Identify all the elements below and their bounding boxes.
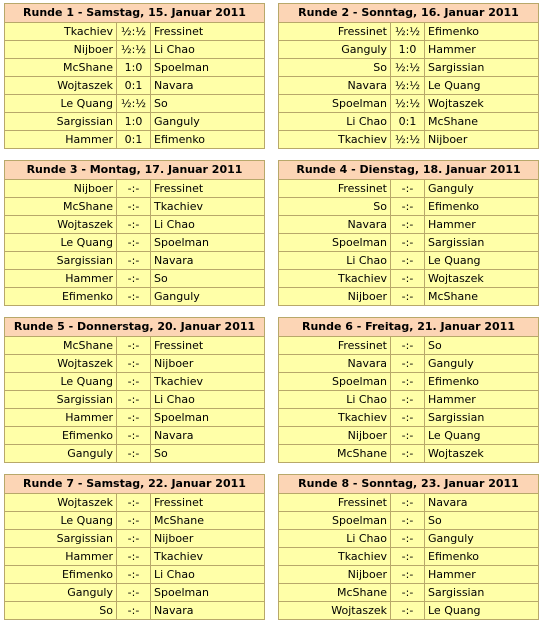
black-player: Sargissian xyxy=(425,409,539,427)
white-player: McShane xyxy=(279,584,391,602)
game-row xyxy=(5,234,265,252)
white-player: Li Chao xyxy=(279,113,391,131)
white-player: McShane xyxy=(5,198,117,216)
game-result: -:- xyxy=(391,216,425,234)
round-title: Runde 2 - Sonntag, 16. Januar 2011 xyxy=(279,4,539,23)
black-player: Ganguly xyxy=(151,113,265,131)
black-player: McShane xyxy=(425,113,539,131)
white-player: Tkachiev xyxy=(279,131,391,149)
white-player: Wojtaszek xyxy=(5,494,117,512)
game-row xyxy=(279,270,539,288)
game-result: -:- xyxy=(117,288,151,306)
black-player: Tkachiev xyxy=(151,548,265,566)
white-player: Spoelman xyxy=(279,234,391,252)
black-player: Le Quang xyxy=(425,602,539,620)
game-result: -:- xyxy=(391,288,425,306)
black-player: So xyxy=(151,445,265,463)
white-player: Wojtaszek xyxy=(5,355,117,373)
white-player: McShane xyxy=(5,59,117,77)
game-row xyxy=(279,216,539,234)
game-result: 1:0 xyxy=(117,59,151,77)
black-player: Li Chao xyxy=(151,391,265,409)
game-row xyxy=(279,77,539,95)
game-result: ½:½ xyxy=(391,23,425,41)
game-result: -:- xyxy=(117,566,151,584)
black-player: Efimenko xyxy=(151,131,265,149)
white-player: Hammer xyxy=(5,270,117,288)
game-result: -:- xyxy=(391,180,425,198)
game-row xyxy=(5,566,265,584)
black-player: Ganguly xyxy=(425,180,539,198)
game-result: -:- xyxy=(117,391,151,409)
black-player: Li Chao xyxy=(151,566,265,584)
game-result: -:- xyxy=(117,234,151,252)
white-player: Hammer xyxy=(5,131,117,149)
game-result: ½:½ xyxy=(391,131,425,149)
game-result: -:- xyxy=(117,373,151,391)
black-player: So xyxy=(151,270,265,288)
game-result: -:- xyxy=(117,180,151,198)
white-player: Fressinet xyxy=(279,494,391,512)
white-player: Sargissian xyxy=(5,530,117,548)
round-header-row xyxy=(279,4,539,23)
black-player: McShane xyxy=(151,512,265,530)
white-player: Sargissian xyxy=(5,391,117,409)
round-header-row xyxy=(279,318,539,337)
game-row xyxy=(279,198,539,216)
game-result: -:- xyxy=(391,494,425,512)
game-result: ½:½ xyxy=(117,41,151,59)
white-player: Wojtaszek xyxy=(5,77,117,95)
game-result: -:- xyxy=(391,234,425,252)
round-title: Runde 8 - Sonntag, 23. Januar 2011 xyxy=(279,475,539,494)
game-row xyxy=(5,355,265,373)
game-row xyxy=(5,59,265,77)
game-result: 1:0 xyxy=(117,113,151,131)
black-player: Ganguly xyxy=(425,355,539,373)
white-player: Efimenko xyxy=(5,427,117,445)
game-row xyxy=(5,180,265,198)
black-player: Sargissian xyxy=(425,234,539,252)
white-player: Nijboer xyxy=(279,566,391,584)
game-row xyxy=(279,113,539,131)
game-result: ½:½ xyxy=(391,77,425,95)
black-player: Wojtaszek xyxy=(425,445,539,463)
game-row xyxy=(279,494,539,512)
black-player: Navara xyxy=(151,427,265,445)
white-player: Le Quang xyxy=(5,373,117,391)
game-result: -:- xyxy=(117,427,151,445)
white-player: Tkachiev xyxy=(279,548,391,566)
game-result: -:- xyxy=(391,445,425,463)
game-result: -:- xyxy=(391,427,425,445)
black-player: Navara xyxy=(425,494,539,512)
game-row xyxy=(279,512,539,530)
round-header-row xyxy=(279,475,539,494)
white-player: Tkachiev xyxy=(5,23,117,41)
game-result: 0:1 xyxy=(117,131,151,149)
black-player: Le Quang xyxy=(425,427,539,445)
black-player: Efimenko xyxy=(425,548,539,566)
white-player: Nijboer xyxy=(5,41,117,59)
black-player: McShane xyxy=(425,288,539,306)
white-player: Tkachiev xyxy=(279,409,391,427)
white-player: Nijboer xyxy=(279,288,391,306)
game-result: -:- xyxy=(117,409,151,427)
white-player: McShane xyxy=(5,337,117,355)
white-player: Le Quang xyxy=(5,512,117,530)
game-row xyxy=(5,391,265,409)
black-player: Fressinet xyxy=(151,494,265,512)
game-result: -:- xyxy=(117,548,151,566)
round-header-row xyxy=(279,161,539,180)
white-player: Le Quang xyxy=(5,95,117,113)
white-player: So xyxy=(279,198,391,216)
game-result: -:- xyxy=(117,270,151,288)
black-player: Spoelman xyxy=(151,234,265,252)
game-result: -:- xyxy=(391,602,425,620)
game-row xyxy=(279,95,539,113)
round-1-table xyxy=(4,3,265,149)
game-result: -:- xyxy=(117,494,151,512)
black-player: Nijboer xyxy=(425,131,539,149)
round-header-row xyxy=(5,4,265,23)
game-result: -:- xyxy=(117,337,151,355)
white-player: Efimenko xyxy=(5,288,117,306)
round-2-table xyxy=(278,3,539,149)
game-row xyxy=(279,41,539,59)
black-player: Le Quang xyxy=(425,252,539,270)
game-result: -:- xyxy=(117,584,151,602)
white-player: Fressinet xyxy=(279,337,391,355)
black-player: So xyxy=(151,95,265,113)
round-header-row xyxy=(5,475,265,494)
game-result: -:- xyxy=(391,198,425,216)
black-player: Fressinet xyxy=(151,23,265,41)
black-player: Sargissian xyxy=(425,59,539,77)
white-player: So xyxy=(5,602,117,620)
game-result: -:- xyxy=(391,355,425,373)
game-row xyxy=(5,337,265,355)
black-player: Hammer xyxy=(425,216,539,234)
black-player: Hammer xyxy=(425,566,539,584)
black-player: Li Chao xyxy=(151,216,265,234)
game-result: -:- xyxy=(391,530,425,548)
white-player: Spoelman xyxy=(279,512,391,530)
round-4-table xyxy=(278,160,539,306)
round-header-row xyxy=(5,318,265,337)
white-player: Nijboer xyxy=(279,427,391,445)
round-5-table xyxy=(4,317,265,463)
game-row xyxy=(279,23,539,41)
round-6-table xyxy=(278,317,539,463)
black-player: Nijboer xyxy=(151,530,265,548)
black-player: Ganguly xyxy=(425,530,539,548)
game-result: ½:½ xyxy=(117,23,151,41)
black-player: Navara xyxy=(151,602,265,620)
game-result: -:- xyxy=(117,216,151,234)
game-row xyxy=(5,530,265,548)
game-row xyxy=(5,512,265,530)
black-player: Tkachiev xyxy=(151,373,265,391)
white-player: Navara xyxy=(279,216,391,234)
game-row xyxy=(279,391,539,409)
black-player: Hammer xyxy=(425,41,539,59)
white-player: Navara xyxy=(279,77,391,95)
white-player: Navara xyxy=(279,355,391,373)
black-player: Spoelman xyxy=(151,59,265,77)
game-row xyxy=(5,584,265,602)
game-result: -:- xyxy=(391,512,425,530)
game-result: ½:½ xyxy=(391,95,425,113)
white-player: Wojtaszek xyxy=(5,216,117,234)
game-row xyxy=(5,113,265,131)
white-player: Fressinet xyxy=(279,23,391,41)
white-player: Ganguly xyxy=(5,584,117,602)
game-row xyxy=(5,77,265,95)
white-player: Ganguly xyxy=(5,445,117,463)
game-result: -:- xyxy=(117,602,151,620)
white-player: Spoelman xyxy=(279,373,391,391)
game-row xyxy=(279,288,539,306)
round-8-table xyxy=(278,474,539,620)
black-player: Hammer xyxy=(425,391,539,409)
round-title: Runde 6 - Freitag, 21. Januar 2011 xyxy=(279,318,539,337)
game-result: -:- xyxy=(117,198,151,216)
black-player: Li Chao xyxy=(151,41,265,59)
black-player: So xyxy=(425,512,539,530)
black-player: Le Quang xyxy=(425,77,539,95)
white-player: Nijboer xyxy=(5,180,117,198)
white-player: Ganguly xyxy=(279,41,391,59)
game-row xyxy=(279,548,539,566)
round-title: Runde 3 - Montag, 17. Januar 2011 xyxy=(5,161,265,180)
game-row xyxy=(5,216,265,234)
black-player: Efimenko xyxy=(425,373,539,391)
round-title: Runde 7 - Samstag, 22. Januar 2011 xyxy=(5,475,265,494)
game-result: 0:1 xyxy=(117,77,151,95)
game-row xyxy=(279,355,539,373)
game-result: -:- xyxy=(117,252,151,270)
game-row xyxy=(5,198,265,216)
game-row xyxy=(279,566,539,584)
game-row xyxy=(5,23,265,41)
game-row xyxy=(5,252,265,270)
game-row xyxy=(279,252,539,270)
game-row xyxy=(279,427,539,445)
round-title: Runde 4 - Dienstag, 18. Januar 2011 xyxy=(279,161,539,180)
black-player: Nijboer xyxy=(151,355,265,373)
game-row xyxy=(279,530,539,548)
white-player: Tkachiev xyxy=(279,270,391,288)
game-result: -:- xyxy=(117,445,151,463)
game-row xyxy=(5,427,265,445)
game-row xyxy=(5,373,265,391)
round-7-table xyxy=(4,474,265,620)
game-result: -:- xyxy=(391,391,425,409)
game-result: -:- xyxy=(391,584,425,602)
game-row xyxy=(279,59,539,77)
game-row xyxy=(5,602,265,620)
game-row xyxy=(279,409,539,427)
game-result: 1:0 xyxy=(391,41,425,59)
white-player: Li Chao xyxy=(279,252,391,270)
white-player: Le Quang xyxy=(5,234,117,252)
game-row xyxy=(5,288,265,306)
game-row xyxy=(5,131,265,149)
white-player: Efimenko xyxy=(5,566,117,584)
black-player: Navara xyxy=(151,252,265,270)
black-player: So xyxy=(425,337,539,355)
game-result: -:- xyxy=(391,252,425,270)
game-result: -:- xyxy=(391,270,425,288)
game-row xyxy=(5,95,265,113)
white-player: Hammer xyxy=(5,548,117,566)
white-player: McShane xyxy=(279,445,391,463)
game-row xyxy=(279,131,539,149)
game-row xyxy=(5,494,265,512)
game-result: -:- xyxy=(117,512,151,530)
game-row xyxy=(5,409,265,427)
game-row xyxy=(279,584,539,602)
white-player: Sargissian xyxy=(5,252,117,270)
game-row xyxy=(5,41,265,59)
game-result: ½:½ xyxy=(117,95,151,113)
white-player: Sargissian xyxy=(5,113,117,131)
white-player: Li Chao xyxy=(279,530,391,548)
game-result: ½:½ xyxy=(391,59,425,77)
white-player: Li Chao xyxy=(279,391,391,409)
black-player: Wojtaszek xyxy=(425,95,539,113)
black-player: Ganguly xyxy=(151,288,265,306)
black-player: Fressinet xyxy=(151,337,265,355)
white-player: Spoelman xyxy=(279,95,391,113)
game-result: 0:1 xyxy=(391,113,425,131)
black-player: Spoelman xyxy=(151,409,265,427)
game-row xyxy=(279,234,539,252)
game-result: -:- xyxy=(117,355,151,373)
game-row xyxy=(279,602,539,620)
black-player: Sargissian xyxy=(425,584,539,602)
black-player: Fressinet xyxy=(151,180,265,198)
game-result: -:- xyxy=(391,566,425,584)
game-result: -:- xyxy=(391,548,425,566)
black-player: Spoelman xyxy=(151,584,265,602)
game-row xyxy=(5,445,265,463)
white-player: Fressinet xyxy=(279,180,391,198)
game-row xyxy=(279,180,539,198)
black-player: Efimenko xyxy=(425,198,539,216)
game-row xyxy=(279,337,539,355)
game-result: -:- xyxy=(391,373,425,391)
game-row xyxy=(5,548,265,566)
black-player: Wojtaszek xyxy=(425,270,539,288)
round-3-table xyxy=(4,160,265,306)
black-player: Tkachiev xyxy=(151,198,265,216)
white-player: Wojtaszek xyxy=(279,602,391,620)
game-row xyxy=(279,373,539,391)
game-row xyxy=(5,270,265,288)
white-player: So xyxy=(279,59,391,77)
game-row xyxy=(279,445,539,463)
round-title: Runde 5 - Donnerstag, 20. Januar 2011 xyxy=(5,318,265,337)
round-header-row xyxy=(5,161,265,180)
round-title: Runde 1 - Samstag, 15. Januar 2011 xyxy=(5,4,265,23)
game-result: -:- xyxy=(391,337,425,355)
white-player: Hammer xyxy=(5,409,117,427)
game-result: -:- xyxy=(391,409,425,427)
game-result: -:- xyxy=(117,530,151,548)
black-player: Navara xyxy=(151,77,265,95)
black-player: Efimenko xyxy=(425,23,539,41)
